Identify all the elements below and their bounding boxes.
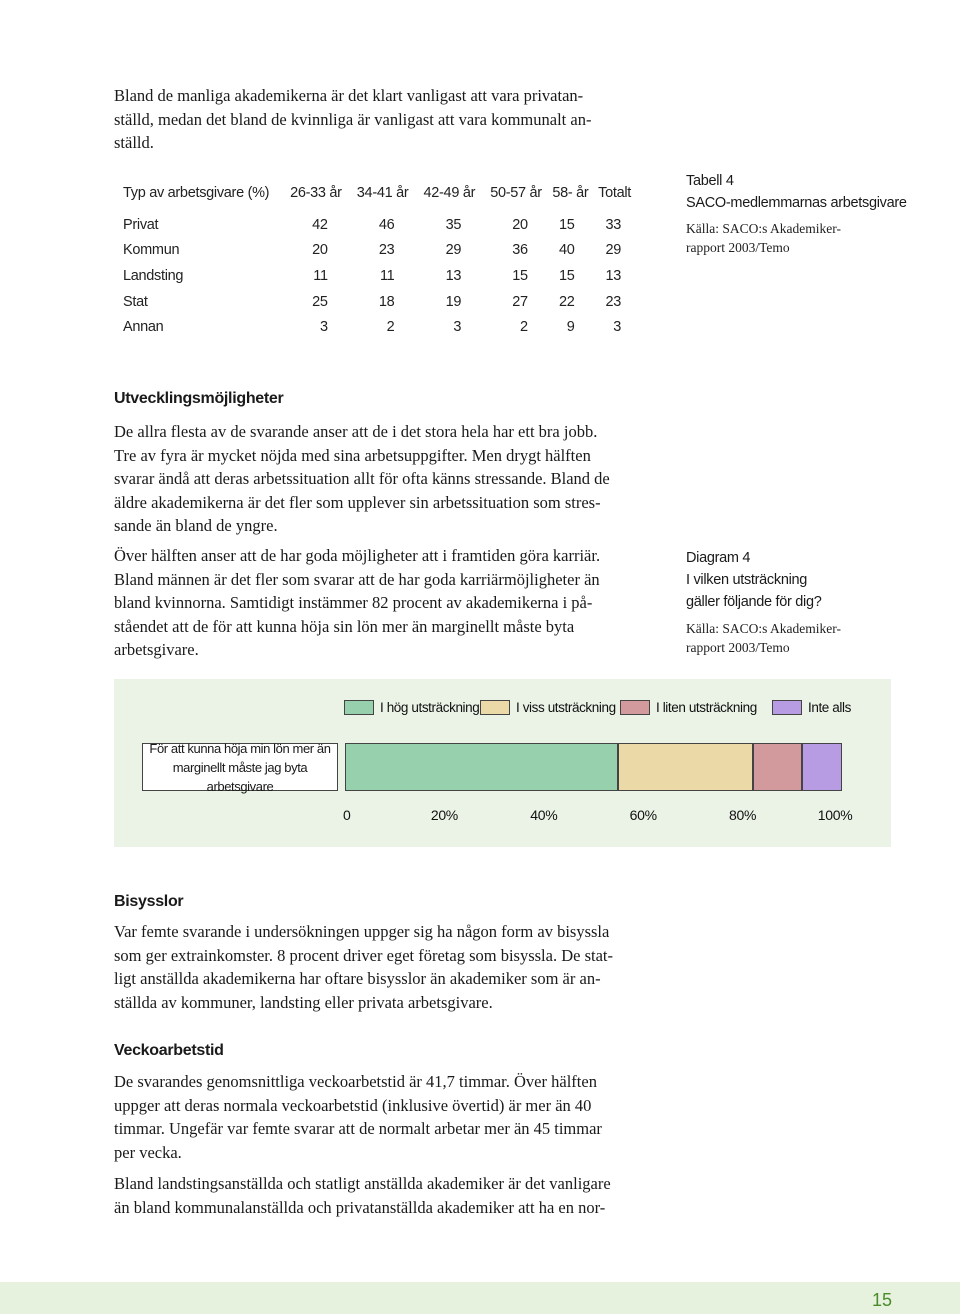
legend-label: I liten utsträckning [656,699,757,715]
table-source-line: Källa: SACO:s Akademiker- [686,221,841,236]
table-cell: 46 [378,216,395,233]
table-cell: 13 [445,267,462,284]
table-cell: 3 [613,319,621,336]
text-line: äldre akademikerna är det fler som upplever sin arbetssituation som stres- [114,492,601,512]
text-line: ståendet att de för att kunna höja sin lön mer än marginellt måste byta [114,616,575,636]
table-cell: 13 [605,267,621,284]
legend-label: I hög utsträckning [380,699,480,715]
table-cell: 35 [445,216,462,233]
table-cell: 15 [558,267,575,284]
table-header: 50-57 år [490,185,542,201]
tick-label: 20% [430,807,458,823]
tick-label: 40% [530,807,558,823]
paragraph-utveckling-1 [114,420,654,538]
diagram-caption-label: Diagram 4 [686,550,751,566]
table-row [123,212,631,238]
bar-segment [802,743,842,791]
page-number: 15 [871,1290,892,1310]
category-label-line: marginellt måste jag byta arbetsgivare [172,759,308,794]
table-caption-label: Tabell 4 [686,173,734,189]
text-line: per vecka. [114,1142,182,1162]
table-row [123,238,631,264]
table-cell: 42 [312,216,328,233]
table-caption [686,170,926,257]
table-header: Typ av arbetsgivare (%) [123,185,270,201]
table-cell: 33 [605,216,621,233]
legend-swatch [480,700,510,715]
diagram-caption [686,547,926,657]
table-row [123,289,631,315]
paragraph-bisysslor [114,920,654,1014]
section-heading-vecko: Veckoarbetstid [114,1042,224,1059]
text-line: svarar ändå att deras arbetssituation allt för ofta känns stressande. Bland de [114,469,610,488]
category-label [142,740,338,794]
table-header: 34-41 år [356,185,409,201]
diagram-source-line: Källa: SACO:s Akademiker- [686,621,841,636]
bar-segment [753,743,803,791]
table-header: Totalt [598,185,631,201]
intro-line: Bland de manliga akademikerna är det klart vanligast att vara privatan- [114,86,584,105]
diagram-caption-title: I vilken utsträckning [686,572,808,588]
table-caption-title: SACO-medlemmarnas arbetsgivare [686,195,907,211]
row-label: Annan [123,319,164,336]
bar-segment [345,743,618,791]
diagram-caption-title: gäller följande för dig? [686,594,822,610]
tick-label: 0 [343,807,351,823]
row-label: Stat [123,293,148,310]
intro-line: ställd. [114,133,154,152]
text-line: Bland landstingsanställda och statligt anställda akademiker är det vanligare [114,1174,611,1193]
row-label: Privat [123,216,159,233]
table-header: 58- år [552,185,589,201]
table-cell: 15 [512,267,528,284]
row-label: Kommun [123,242,180,259]
table-header-row [123,180,631,206]
text-line: Var femte svarande i undersökningen uppger sig ha någon form av bisyssla [114,922,610,941]
text-line: bland kvinnorna. Samtidigt instämmer 82 procent av akademikerna i på- [114,593,593,612]
text-line: som ger extrainkomster. 8 procent driver eget företag som bisyssla. De stat- [114,945,613,965]
legend-label: I viss utsträckning [516,699,616,715]
intro-paragraph [114,84,654,155]
text-line: sande än bland de yngre. [114,516,278,535]
text-line: De allra flesta av de svarande anser att de i det stora hela har ett bra jobb. [114,422,598,441]
table-cell: 29 [445,242,462,259]
diagram-chart [114,679,891,847]
row-label: Landsting [123,267,184,284]
table-cell: 15 [558,216,575,233]
table-cell: 11 [313,267,328,284]
text-line: timmar. Ungefär var femte svarar att de normalt arbetar mer än 45 timmar [114,1119,602,1138]
legend-item [344,699,479,715]
table-row [123,263,631,289]
table-cell: 36 [512,242,528,259]
text-line: Över hälften anser att de har goda möjligheter att i framtiden göra karriär. [114,546,601,565]
table-header: 42-49 år [423,185,476,201]
paragraph-vecko-2 [114,1172,654,1219]
text-line: än bland kommunalanställda och privatanställda akademiker att ha en nor- [114,1197,606,1217]
employer-table [123,180,631,340]
table-cell: 23 [605,293,621,310]
legend-label: Inte alls [808,699,851,715]
footer-band [0,1282,960,1314]
text-line: arbetsgivare. [114,640,199,659]
text-line: uppger att deras normala veckoarbetstid (inklusive övertid) är mer än 40 [114,1095,592,1115]
intro-line: ställd, medan det bland de kvinnliga är vanligast att vara kommunalt an- [114,109,592,129]
table-cell: 19 [445,293,462,310]
legend-item [620,699,757,715]
table-cell: 3 [453,319,462,336]
table-cell: 9 [566,319,575,336]
table-cell: 27 [512,293,528,310]
text-line: Bland männen är det fler som svarar att de har goda karriärmöjligheter än [114,569,600,589]
text-line: ställda av kommuner, landsting eller privata arbetsgivare. [114,992,493,1012]
table-cell: 20 [312,242,328,259]
table-source-line: rapport 2003/Temo [686,240,790,255]
legend-swatch [344,700,374,715]
table-cell: 20 [512,216,528,233]
diagram-source-line: rapport 2003/Temo [686,640,790,655]
legend-item [772,699,851,715]
tick-label: 60% [629,807,657,823]
text-line: ligt anställda akademikerna har oftare bisysslor än akademiker som är an- [114,969,601,988]
legend-swatch [620,700,650,715]
tick-label: 80% [729,807,757,823]
table-cell: 23 [378,242,395,259]
tick-label: 100% [817,807,853,823]
table-cell: 22 [558,293,575,310]
table-cell: 18 [378,293,395,310]
section-heading-utveckling: Utvecklingsmöjligheter [114,390,284,407]
table-cell: 2 [386,319,395,336]
table-cell: 40 [558,242,575,259]
legend-item [480,699,616,715]
table-row [123,314,631,340]
legend-swatch [772,700,802,715]
table-cell: 29 [605,242,621,259]
paragraph-utveckling-2 [114,544,654,662]
paragraph-vecko-1 [114,1070,654,1164]
bar-segment [618,743,752,791]
section-heading-bisysslor: Bisysslor [114,893,184,910]
table-cell: 3 [319,319,328,336]
table-cell: 2 [520,319,528,336]
table-cell: 25 [312,293,328,310]
category-label-line: För att kunna höja min lön mer än [149,740,331,756]
text-line: Tre av fyra är mycket nöjda med sina arbetsuppgifter. Men drygt hälften [114,445,591,465]
table-header: 26-33 år [290,185,342,201]
text-line: De svarandes genomsnittliga veckoarbetstid är 41,7 timmar. Över hälften [114,1072,597,1091]
table-cell: 11 [379,267,395,284]
